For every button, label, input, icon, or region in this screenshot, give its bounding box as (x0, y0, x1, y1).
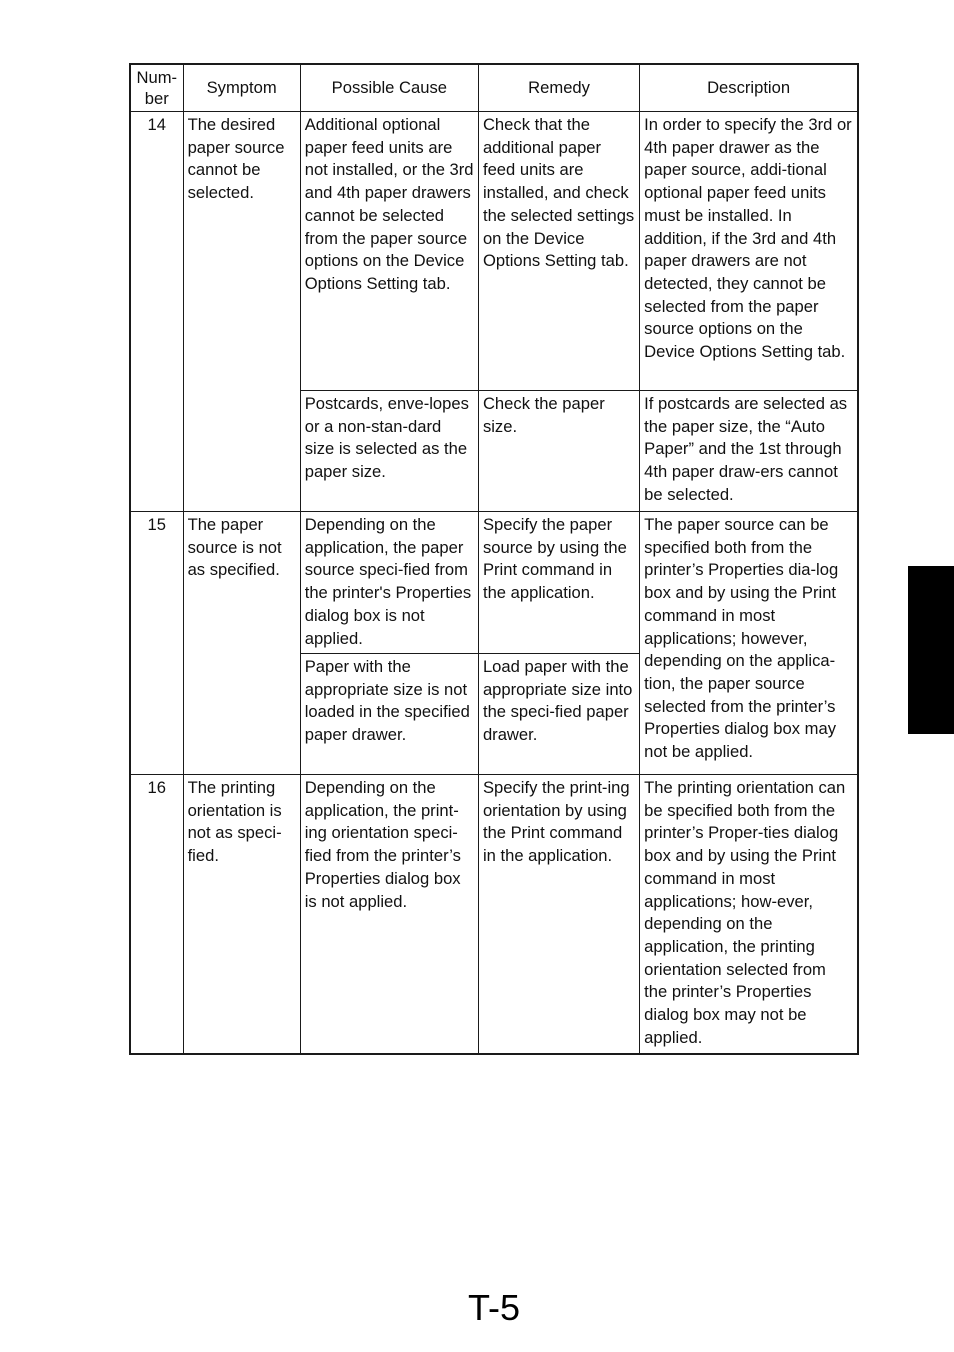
table-row (130, 775, 858, 1054)
row-cause: Postcards, enve-lopes or a non-stan-dard size is selected as the paper size. (300, 391, 478, 512)
row-description: The printing orientation can be specified both from the printer’s Proper-ties dialog box and by using the Print command in most applications; how-ever, depending on the application, the printing orientation selected from the printer’s Properties dialog box may not be applied. (640, 775, 858, 1054)
header-remedy: Remedy (478, 64, 639, 112)
row-description: In order to specify the 3rd or 4th paper drawer as the paper source, addi-tional optional paper feed units must be installed. In addition, if the 3rd and 4th paper drawers are not detected, they cannot be selected from the paper source options on the Device Options Setting tab. (640, 112, 858, 391)
row-number: 16 (130, 775, 183, 1054)
header-symptom: Symptom (183, 64, 300, 112)
header-number (130, 64, 183, 112)
row-description: If postcards are selected as the paper size, the “Auto Paper” and the 1st through 4th paper draw-ers cannot be selected. (640, 391, 858, 512)
row-number: 14 (130, 112, 183, 512)
row-remedy: Load paper with the appropriate size into the speci-fied paper drawer. (478, 654, 639, 775)
row-cause: Depending on the application, the paper source speci-fied from the printer's Properties dialog box is not applied. (300, 512, 478, 654)
page-number: T-5 (467, 1287, 520, 1328)
table-row (130, 512, 858, 654)
row-remedy: Specify the print-ing orientation by using the Print command in the application. (478, 775, 639, 1054)
table-header-row (130, 64, 858, 112)
row-symptom: The printing orientation is not as speci-fied. (183, 775, 300, 1054)
row-remedy: Check the paper size. (478, 391, 639, 512)
header-cause: Possible Cause (300, 64, 478, 112)
table-row (130, 112, 858, 391)
header-number-line1: Num- (136, 68, 178, 87)
row-symptom: The desired paper source cannot be selected. (183, 112, 300, 512)
row-cause: Paper with the appropriate size is not loaded in the specified paper drawer. (300, 654, 478, 775)
row-remedy: Check that the additional paper feed units are installed, and check the selected settings on the Device Options Setting tab. (478, 112, 639, 391)
row-number: 15 (130, 512, 183, 775)
row-remedy: Specify the paper source by using the Print command in the application. (478, 512, 639, 654)
troubleshooting-table (129, 63, 859, 1055)
header-description: Description (640, 64, 858, 112)
header-number-line2: ber (144, 89, 169, 108)
row-cause: Additional optional paper feed units are not installed, or the 3rd and 4th paper drawers cannot be selected from the paper source options on the Device Options Setting tab. (300, 112, 478, 391)
row-cause: Depending on the application, the print-ing orientation speci-fied from the printer’s Properties dialog box is not applied. (300, 775, 478, 1054)
row-description: The paper source can be specified both from the printer’s Properties dia-log box and by using the Print command in most applications; however, depending on the applica-tion, the paper source selected from the printer’s Properties dialog box may not be applied. (640, 512, 858, 775)
chapter-side-tab (908, 566, 954, 734)
row-symptom: The paper source is not as specified. (183, 512, 300, 775)
